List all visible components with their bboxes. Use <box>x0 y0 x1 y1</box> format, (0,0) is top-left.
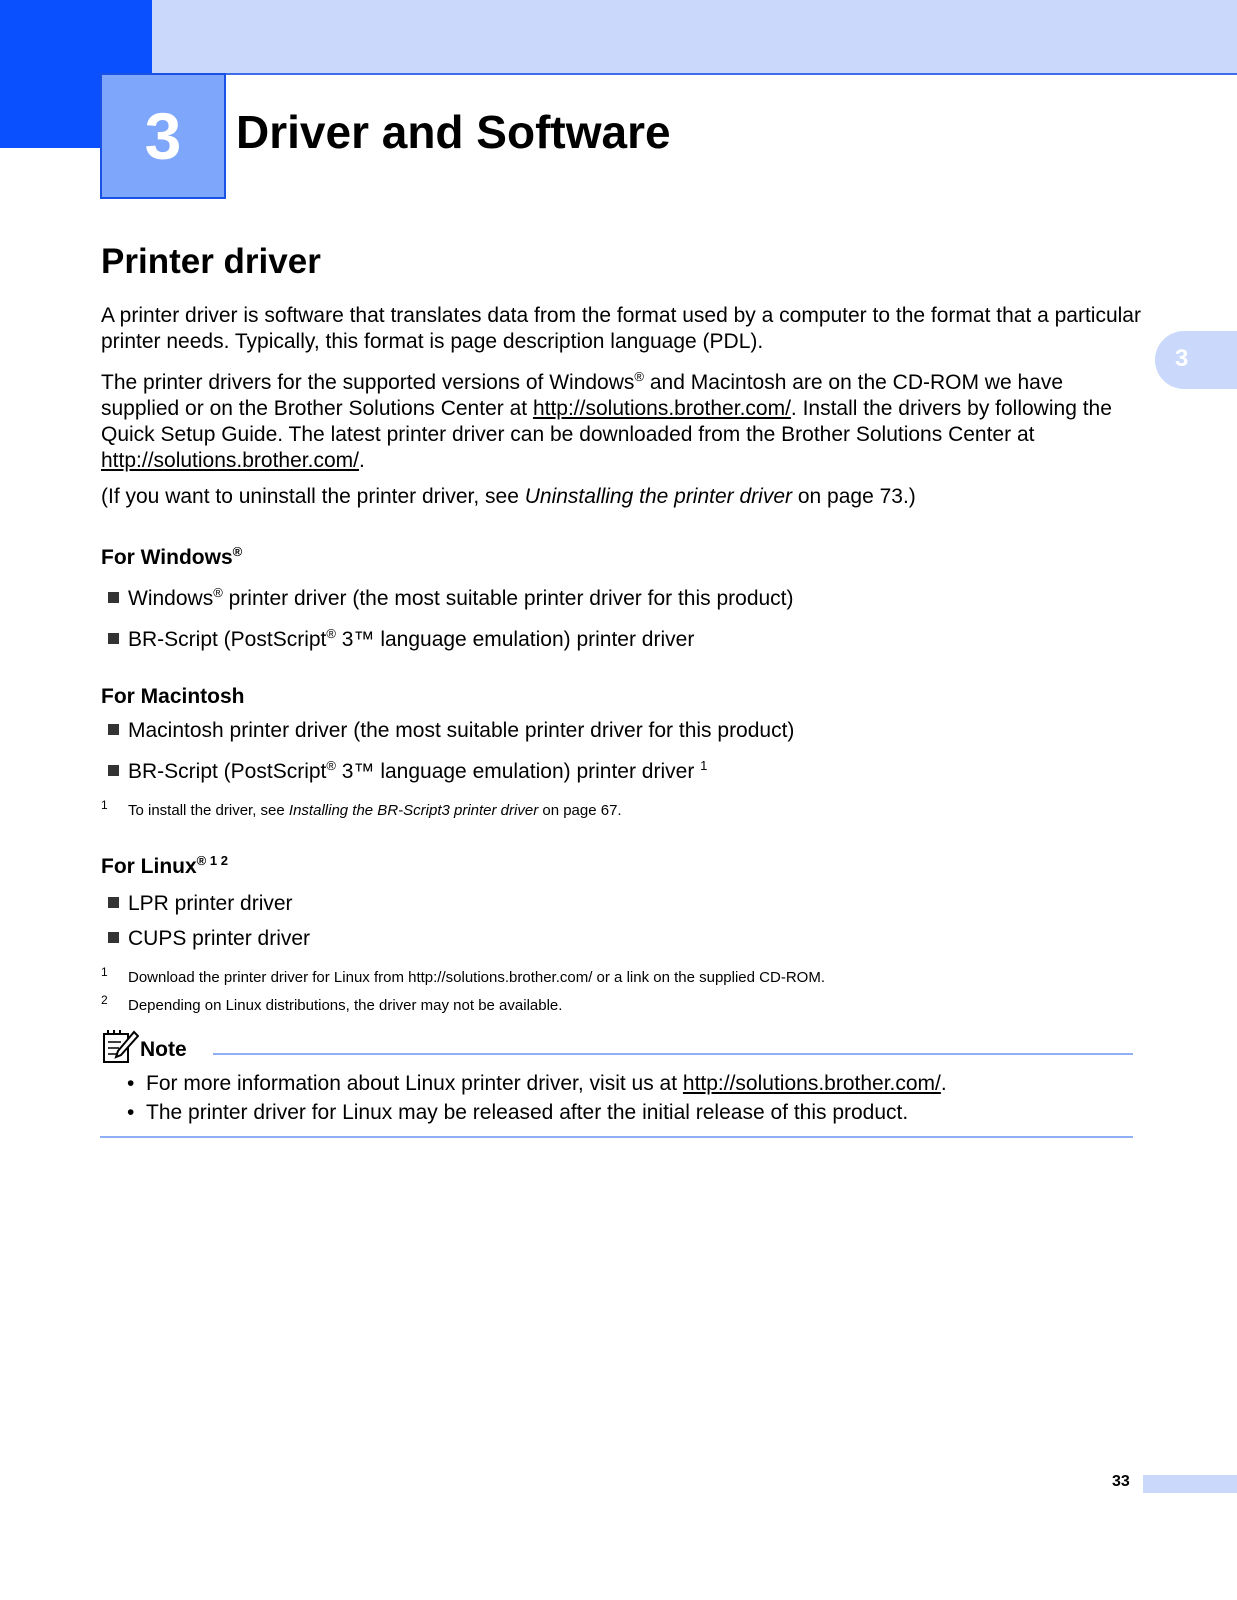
note-item: • The printer driver for Linux may be released after the initial release of this product. <box>127 1101 909 1124</box>
bullet-square-icon <box>108 932 119 943</box>
chapter-number: 3 <box>144 99 182 173</box>
note-bottom-rule <box>100 1136 1133 1138</box>
list-item: LPR printer driver <box>108 891 293 917</box>
chapter-title: Driver and Software <box>236 106 671 158</box>
list-item: Macintosh printer driver (the most suitable printer driver for this product) <box>108 718 794 744</box>
solutions-link-1[interactable]: http://solutions.brother.com/ <box>532 397 791 420</box>
uninstall-reference: Uninstalling the printer driver <box>524 485 793 508</box>
windows-heading: For Windows® <box>101 544 243 569</box>
bullet-square-icon <box>108 765 119 776</box>
bullet-square-icon <box>108 724 119 735</box>
note-top-rule <box>213 1053 1133 1055</box>
list-item: Windows® printer driver (the most suitable printer driver for this product) <box>108 586 794 612</box>
bullet-square-icon <box>108 633 119 644</box>
solutions-link-2[interactable]: http://solutions.brother.com/ <box>101 449 359 472</box>
uninstall-paragraph: (If you want to uninstall the printer driver, see Uninstalling the printer driver on page 73.) <box>101 485 916 508</box>
solutions-link-3[interactable]: http://solutions.brother.com/ <box>682 1072 941 1095</box>
list-item: BR-Script (PostScript® 3™ language emulation) printer driver $^1$ <box>108 759 707 785</box>
macintosh-heading: For Macintosh <box>101 685 245 708</box>
note-pencil-icon <box>101 1029 139 1065</box>
page-number: 33 <box>1112 1473 1130 1490</box>
bullet-square-icon <box>108 897 119 908</box>
list-item: CUPS printer driver <box>108 926 310 952</box>
list-item: BR-Script (PostScript® 3™ language emulation) printer driver <box>108 627 694 653</box>
chapter-side-tab <box>1155 331 1237 389</box>
drivers-paragraph: The printer drivers for the supported versions of Windows® and Macintosh are on the CD-ROM we have supplied or on the Brother Solutions Center at http://solutions.brother.com/. Install the drivers by following the Quick Setup Guide. The latest printer driver can be downloaded from the Brother Solutions Center at http://solutions.brother.com/. <box>101 369 1112 472</box>
header-rule <box>152 73 1237 75</box>
header-band <box>0 0 1237 74</box>
intro-paragraph: A printer driver is software that translates data from the format used by a computer to the format that a particular printer needs. Typically, this format is page description language (PDL). <box>101 304 1141 353</box>
linux-heading: For Linux$^{® 1 2}$ <box>101 853 228 878</box>
chapter-number-box <box>100 73 226 199</box>
note-item: • For more information about Linux printer driver, visit us at http://solutions.brother.com/. <box>127 1072 947 1095</box>
note-label: Note <box>140 1038 187 1061</box>
footnote-reference: 1 <box>700 758 708 773</box>
side-tab-number: 3 <box>1175 345 1189 372</box>
section-title: Printer driver <box>101 242 321 281</box>
bullet-square-icon <box>108 592 119 603</box>
footer-bar <box>1143 1475 1237 1493</box>
